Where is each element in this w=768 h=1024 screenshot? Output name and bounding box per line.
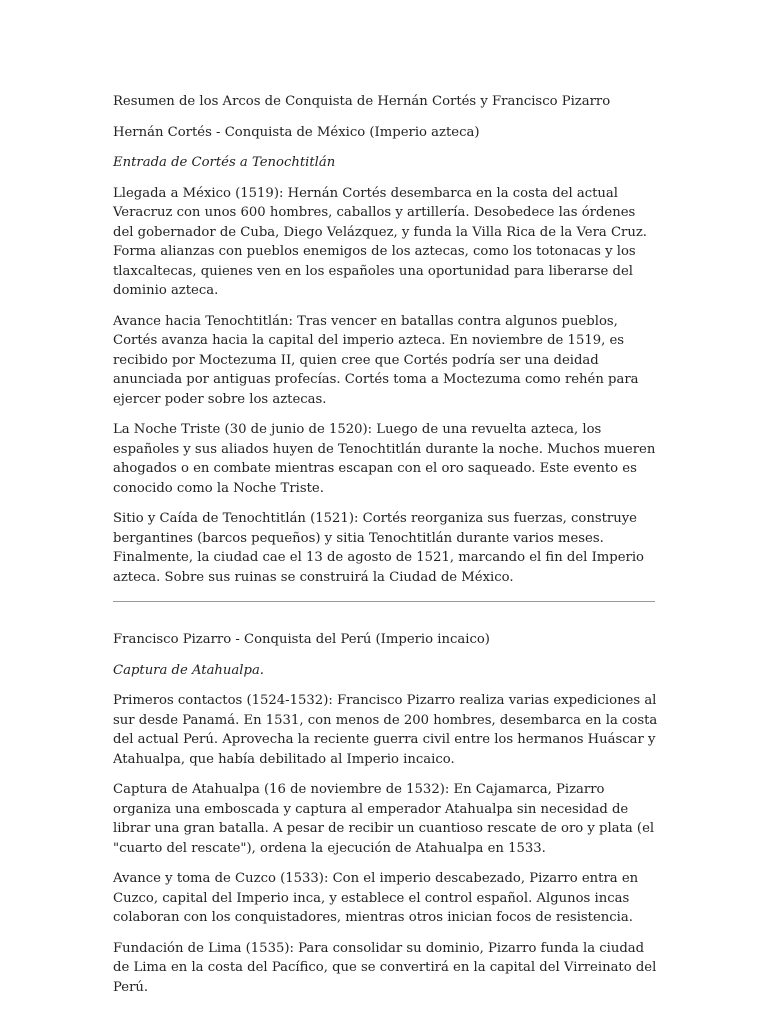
- section-divider: [113, 601, 655, 602]
- paragraph-caida-tenochtitlan: Sitio y Caída de Tenochtitlán (1521): Cortés reorganiza sus fuerzas, construye bergantines (barcos pequeños) y sitia Tenochtitlán durante varios meses. Finalmente, la ciudad cae el 13 de agosto de 1521, marcando el fin del Imperio azteca. Sobre sus ruinas se construirá la Ciudad de México.: [113, 511, 644, 585]
- paragraph-toma-cuzco: Avance y toma de Cuzco (1533): Con el imperio descabezado, Pizarro entra en Cuzco, capital del Imperio inca, y establece el control español. Algunos incas colaboran con los conquistadores, mientras otros inician focos de resistencia.: [113, 871, 639, 925]
- paragraph-noche-triste: La Noche Triste (30 de junio de 1520): Luego de una revuelta azteca, los españoles y sus aliados huyen de Tenochtitlán durante la noche. Muchos mueren ahogados o en combate mientras escapan con el oro saqueado. Este evento es conocido como la Noche Triste.: [113, 422, 656, 496]
- section-subheading-cortes: Entrada de Cortés a Tenochtitlán: [113, 155, 336, 170]
- paragraph-fundacion-lima: Fundación de Lima (1535): Para consolidar su dominio, Pizarro funda la ciudad de Lima en la costa del Pacífico, que se convertirá en la capital del Virreinato del Perú.: [113, 940, 657, 995]
- paragraph-avance-tenochtitlan: Avance hacia Tenochtitlán: Tras vencer en batallas contra algunos pueblos, Cortés avanza hacia la capital del imperio azteca. En noviembre de 1519, es recibido por Moctezuma II, quien cree que Cortés podría ser una deidad anunciada por antiguas profecías. Cortés toma a Moctezuma como rehén para ejercer poder sobre los aztecas.: [113, 313, 639, 407]
- section-subheading-pizarro: Captura de Atahualpa.: [113, 662, 264, 678]
- paragraph-primeros-contactos: Primeros contactos (1524-1532): Francisco Pizarro realiza varias expediciones al sur desde Panamá. En 1531, con menos de 200 hombres, desembarca en la costa del actual Perú. Aprovecha la reciente guerra civil entre los hermanos Huáscar y Atahualpa, que había debilitado al Imperio incaico.: [113, 693, 658, 767]
- section-heading-cortes: Hernán Cortés - Conquista de México (Imperio azteca): [113, 124, 480, 140]
- paragraph-captura-atahualpa: Captura de Atahualpa (16 de noviembre de 1532): En Cajamarca, Pizarro organiza una emboscada y captura al emperador Atahualpa sin necesidad de librar una gran batalla. A pesar de recibir un cuantioso rescate de oro y plata (el "cuarto del rescate"), ordena la ejecución de Atahualpa en 1533.: [113, 782, 655, 856]
- paragraph-llegada-mexico: Llegada a México (1519): Hernán Cortés desembarca en la costa del actual Veracruz con unos 600 hombres, caballos y artillería. Desobedece las órdenes del gobernador de Cuba, Diego Velázquez, y funda la Villa Rica de la Vera Cruz. Forma alianzas con pueblos enemigos de los aztecas, como los totonacas y los tlaxcaltecas, quienes ven en los españoles una oportunidad para liberarse del dominio azteca.: [113, 185, 647, 298]
- document-page: [113, 92, 658, 1008]
- section-heading-pizarro: Francisco Pizarro - Conquista del Perú (Imperio incaico): [113, 632, 490, 647]
- document-title: Resumen de los Arcos de Conquista de Hernán Cortés y Francisco Pizarro: [113, 94, 611, 109]
